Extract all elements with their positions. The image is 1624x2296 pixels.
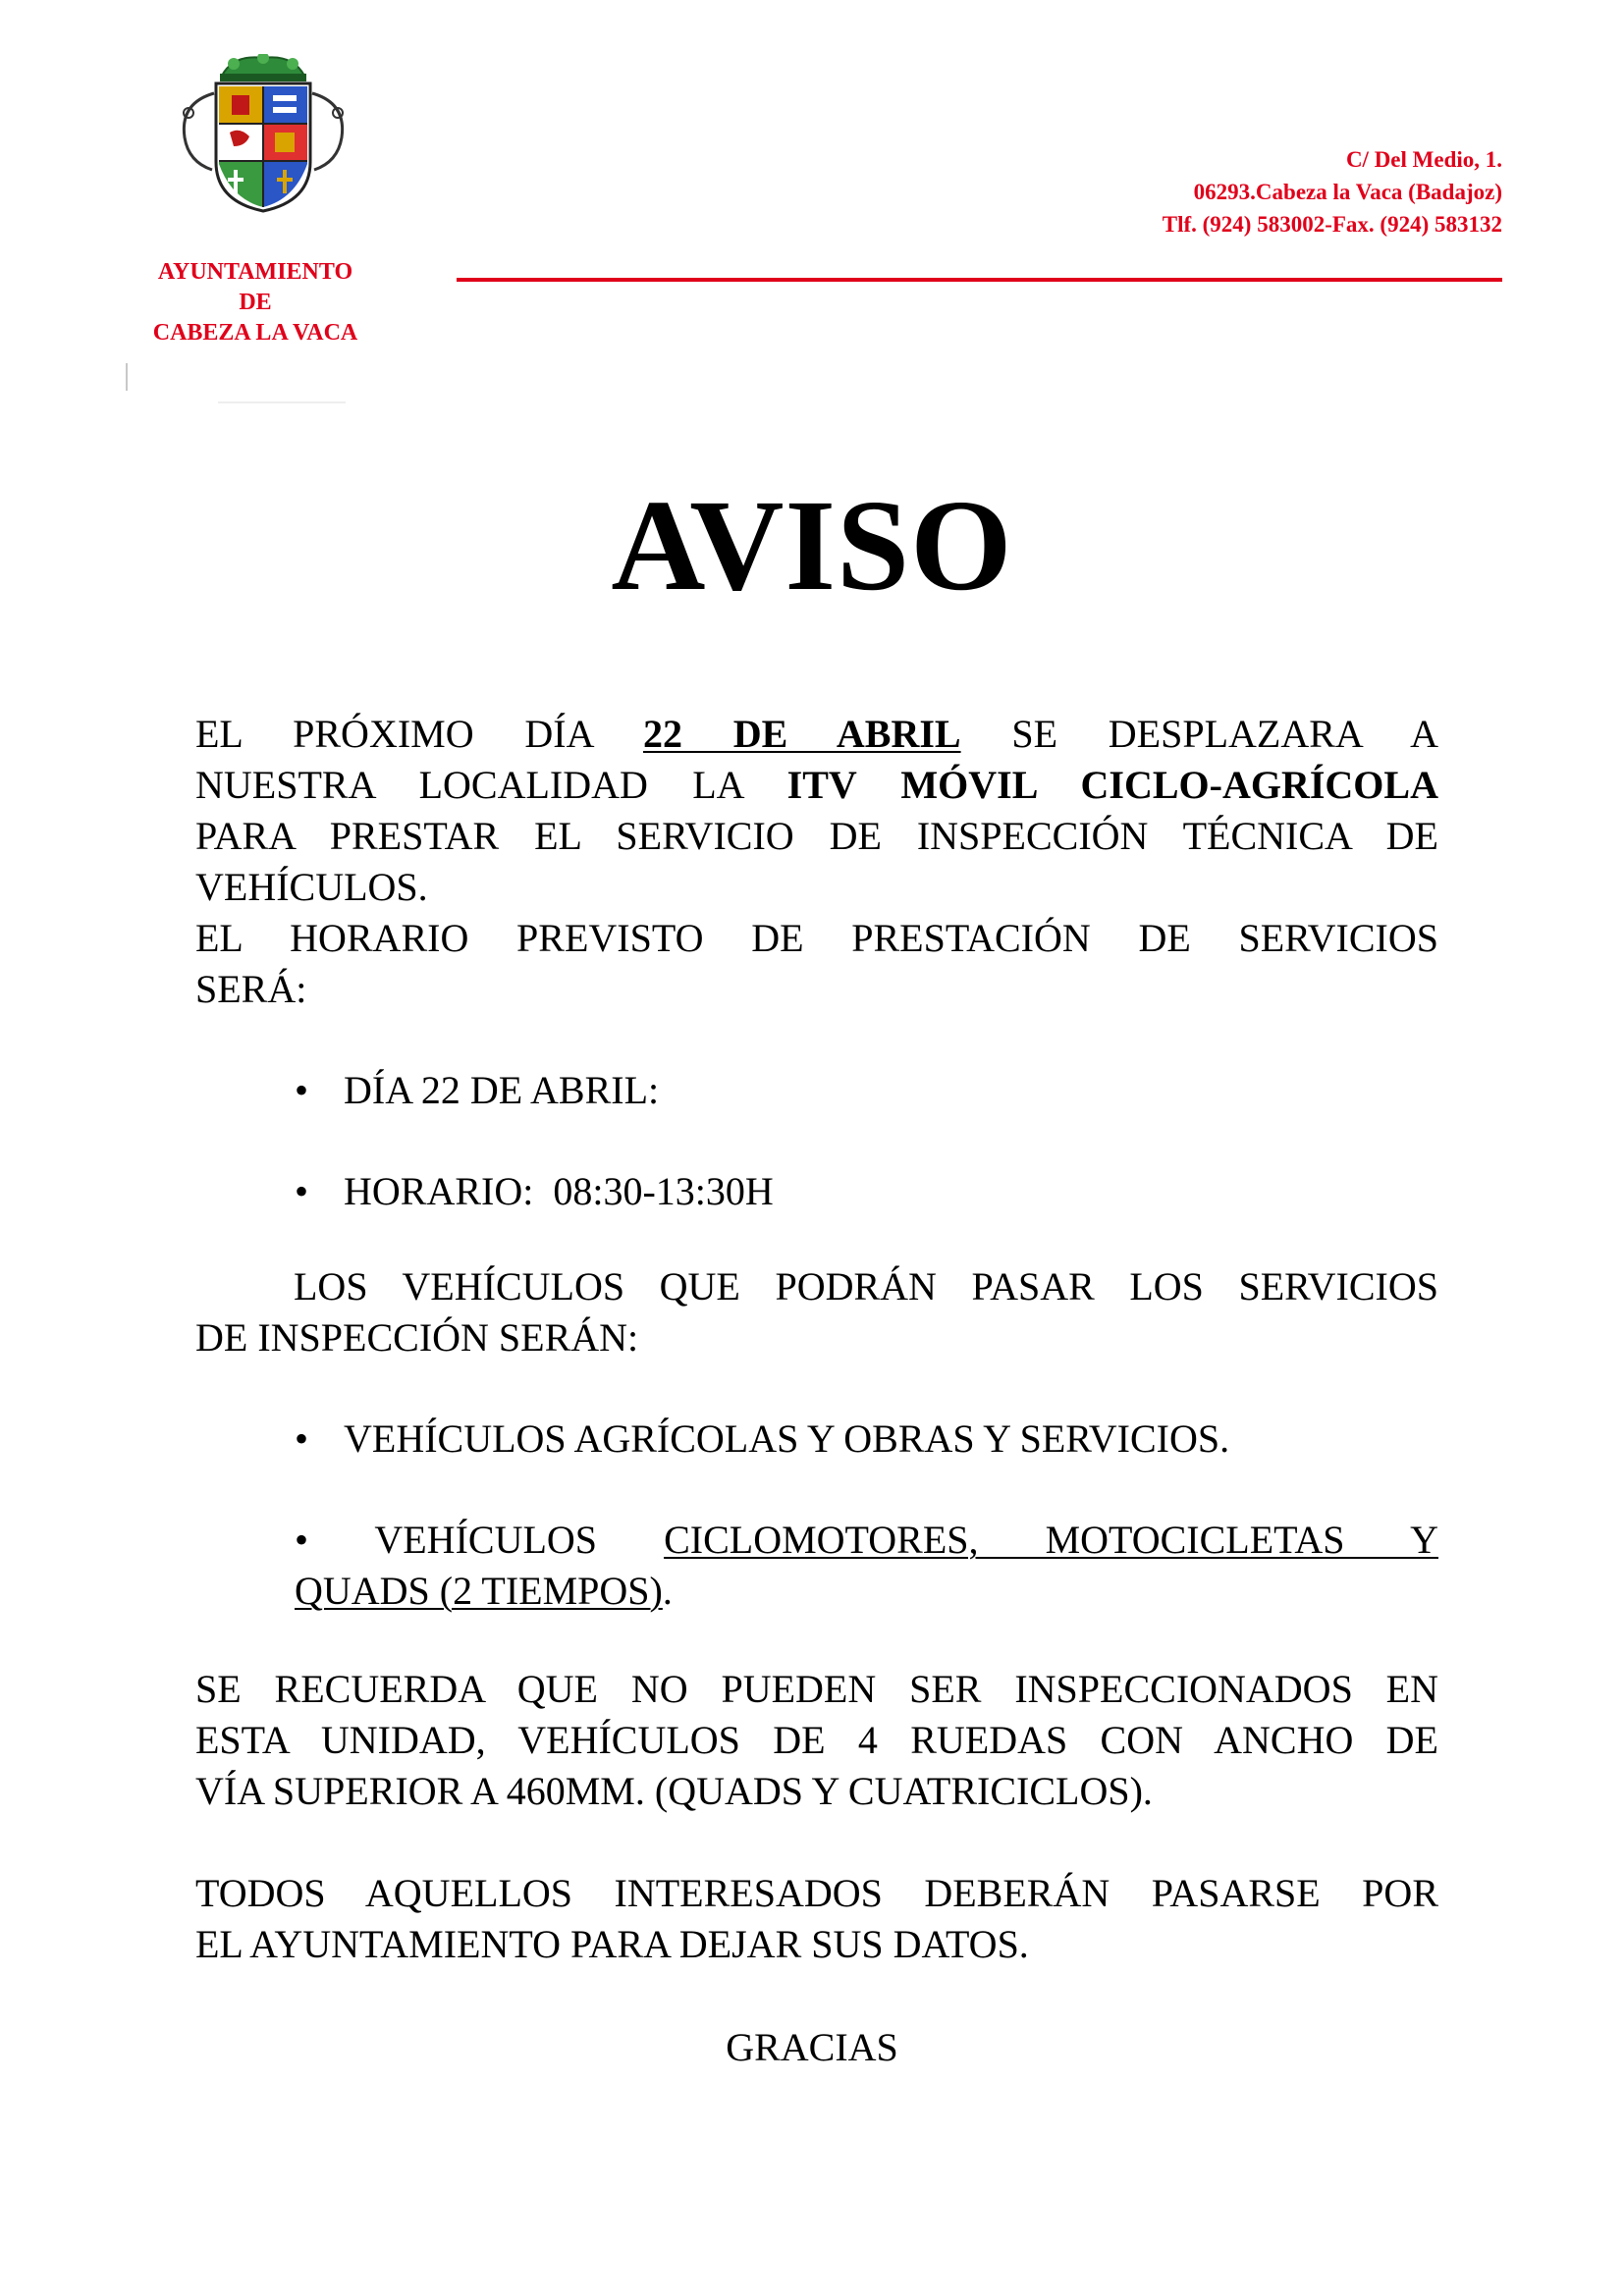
bullet-icon: • <box>295 1518 309 1562</box>
intro-line-2 <box>195 760 1438 811</box>
restriction-line-1: SE RECUERDA QUE NO PUEDEN SER INSPECCIONADOS EN <box>195 1667 1438 1711</box>
vehicle-type-text-2-underlined: CICLOMOTORES, MOTOCICLETAS Y <box>664 1518 1438 1562</box>
vehicles-paragraph <box>195 1261 1438 1363</box>
address-phone-fax: Tlf. (924) 583002-Fax. (924) 583132 <box>1162 212 1502 237</box>
intro-line-4: VEHÍCULOS. <box>195 865 428 909</box>
restriction-line-3: VÍA SUPERIOR A 460MM. (QUADS Y CUATRICICLOS). <box>195 1769 1153 1813</box>
municipality-name-line-1: AYUNTAMIENTO <box>157 259 353 285</box>
schedule-line-1: EL HORARIO PREVISTO DE PRESTACIÓN DE SERVICIOS <box>195 916 1438 960</box>
bullet-icon: • <box>295 1068 309 1112</box>
address-city: 06293.Cabeza la Vaca (Badajoz) <box>1193 180 1502 204</box>
intro-line-2-start: NUESTRA LOCALIDAD LA <box>195 763 743 807</box>
bullet-icon: • <box>295 1416 309 1461</box>
schedule-line-2: SERÁ: <box>195 967 307 1011</box>
itv-service-name: ITV MÓVIL CICLO-AGRÍCOLA <box>786 763 1438 807</box>
inspection-date: 22 DE ABRIL <box>643 712 961 756</box>
vehicle-type-text-2-start: VEHÍCULOS <box>374 1518 598 1562</box>
address-block <box>1163 143 1502 240</box>
coat-of-arms-icon <box>175 54 352 216</box>
vehicle-type-text-2-underlined-end: QUADS (2 TIEMPOS) <box>295 1569 663 1613</box>
margin-mark <box>126 363 128 391</box>
schedule-day-text: DÍA 22 DE ABRIL: <box>344 1068 660 1112</box>
registration-paragraph <box>195 1868 1438 1970</box>
vehicle-type-line-1 <box>295 1515 1438 1566</box>
intro-paragraph <box>195 709 1438 913</box>
municipality-name <box>118 257 393 348</box>
intro-line-1-end: SE DESPLAZARA A <box>1011 712 1439 756</box>
intro-line-1-start: EL PRÓXIMO DÍA <box>195 712 593 756</box>
vehicle-type-text-1: VEHÍCULOS AGRÍCOLAS Y OBRAS Y SERVICIOS. <box>344 1416 1230 1461</box>
restriction-line-2: ESTA UNIDAD, VEHÍCULOS DE 4 RUEDAS CON ANCHO DE <box>195 1718 1438 1762</box>
registration-line-2: EL AYUNTAMIENTO PARA DEJAR SUS DATOS. <box>195 1922 1029 1966</box>
vehicles-line-2: DE INSPECCIÓN SERÁN: <box>195 1315 639 1360</box>
vehicle-type-text-2-period: . <box>662 1569 673 1613</box>
intro-line-3: PARA PRESTAR EL SERVICIO DE INSPECCIÓN TÉCNICA DE <box>195 814 1438 858</box>
schedule-hours-text: HORARIO: 08:30-13:30H <box>344 1169 774 1213</box>
intro-line-1 <box>195 709 1438 760</box>
faint-rule <box>218 401 346 403</box>
vehicles-line-1: LOS VEHÍCULOS QUE PODRÁN PASAR LOS SERVICIOS <box>294 1264 1438 1308</box>
closing-thanks: GRACIAS <box>726 2025 898 2069</box>
notice-title: AVISO <box>611 472 1013 617</box>
vehicle-type-line-2 <box>295 1566 1438 1617</box>
municipality-name-line-3: CABEZA LA VACA <box>152 320 358 346</box>
municipality-name-line-2: DE <box>239 290 272 315</box>
registration-line-1: TODOS AQUELLOS INTERESADOS DEBERÁN PASARSE POR <box>195 1871 1438 1915</box>
bullet-icon: • <box>295 1169 309 1213</box>
address-street: C/ Del Medio, 1. <box>1345 147 1502 172</box>
vehicle-type-item-2 <box>295 1515 1438 1617</box>
schedule-paragraph <box>195 913 1438 1015</box>
header-divider <box>457 278 1502 282</box>
restriction-paragraph <box>195 1664 1438 1817</box>
